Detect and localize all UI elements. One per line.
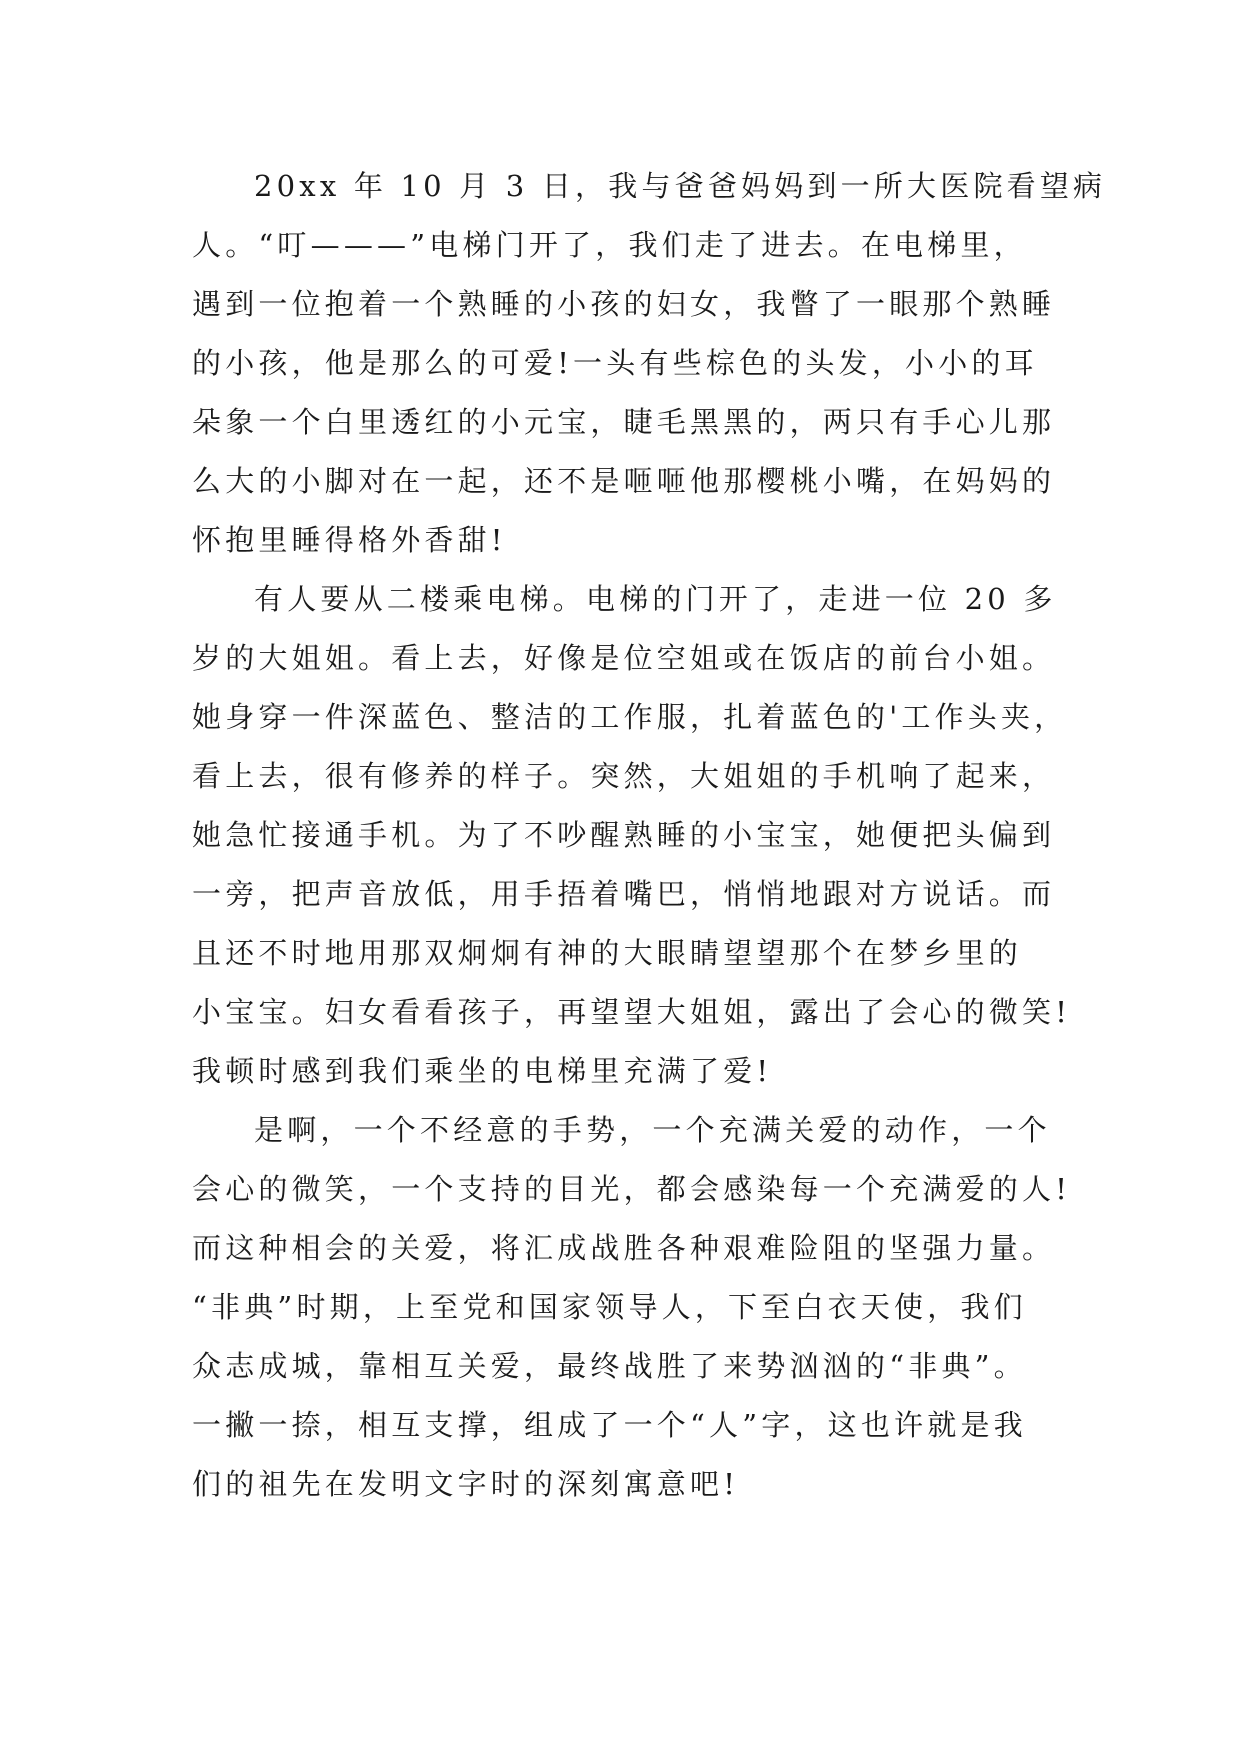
paragraph-line: 她身穿一件深蓝色、整洁的工作服，扎着蓝色的'工作头夹， <box>192 700 1068 734</box>
paragraph-line: 有人要从二楼乘电梯。电梯的门开了，走进一位 20 多 <box>254 582 1057 616</box>
paragraph-3 <box>192 1101 1072 1514</box>
document-body <box>192 157 1107 1514</box>
paragraph-line: 遇到一位抱着一个熟睡的小孩的妇女，我瞥了一眼那个熟睡 <box>192 287 1056 321</box>
paragraph-line: 一旁，把声音放低，用手捂着嘴巴，悄悄地跟对方说话。而 <box>192 877 1056 911</box>
paragraph-line: 么大的小脚对在一起，还不是咂咂他那樱桃小嘴，在妈妈的 <box>192 464 1056 498</box>
paragraph-line: 怀抱里睡得格外香甜! <box>192 523 507 557</box>
paragraph-line: 的小孩，他是那么的可爱!一头有些棕色的头发，小小的耳 <box>192 346 1038 380</box>
paragraph-line: 众志成城，靠相互关爱，最终战胜了来势汹汹的“非典”。 <box>192 1349 1027 1383</box>
paragraph-line: 且还不时地用那双炯炯有神的大眼睛望望那个在梦乡里的 <box>192 936 1023 970</box>
paragraph-line: 看上去，很有修养的样子。突然，大姐姐的手机响了起来， <box>192 759 1056 793</box>
paragraph-line: “非典”时期，上至党和国家领导人，下至白衣天使，我们 <box>192 1290 1027 1324</box>
paragraph-line: 小宝宝。妇女看看孩子，再望望大姐姐，露出了会心的微笑! <box>192 995 1072 1029</box>
paragraph-line: 人。“叮———”电梯门开了，我们走了进去。在电梯里， <box>192 228 1027 262</box>
paragraph-line: 一撇一捺，相互支撑，组成了一个“人”字，这也许就是我 <box>192 1408 1027 1442</box>
paragraph-line: 20xx 年 10 月 3 日，我与爸爸妈妈到一所大医院看望病 <box>254 169 1107 203</box>
paragraph-1 <box>192 157 1107 570</box>
paragraph-line: 我顿时感到我们乘坐的电梯里充满了爱! <box>192 1054 773 1088</box>
paragraph-line: 朵象一个白里透红的小元宝，睫毛黑黑的，两只有手心儿那 <box>192 405 1056 439</box>
paragraph-line: 她急忙接通手机。为了不吵醒熟睡的小宝宝，她便把头偏到 <box>192 818 1056 852</box>
paragraph-line: 是啊，一个不经意的手势，一个充满关爱的动作，一个 <box>254 1113 1051 1147</box>
paragraph-line: 会心的微笑，一个支持的目光，都会感染每一个充满爱的人! <box>192 1172 1072 1206</box>
paragraph-line: 们的祖先在发明文字时的深刻寓意吧! <box>192 1467 740 1501</box>
paragraph-2 <box>192 570 1072 1101</box>
paragraph-line: 岁的大姐姐。看上去，好像是位空姐或在饭店的前台小姐。 <box>192 641 1056 675</box>
paragraph-line: 而这种相会的关爱，将汇成战胜各种艰难险阻的坚强力量。 <box>192 1231 1056 1265</box>
